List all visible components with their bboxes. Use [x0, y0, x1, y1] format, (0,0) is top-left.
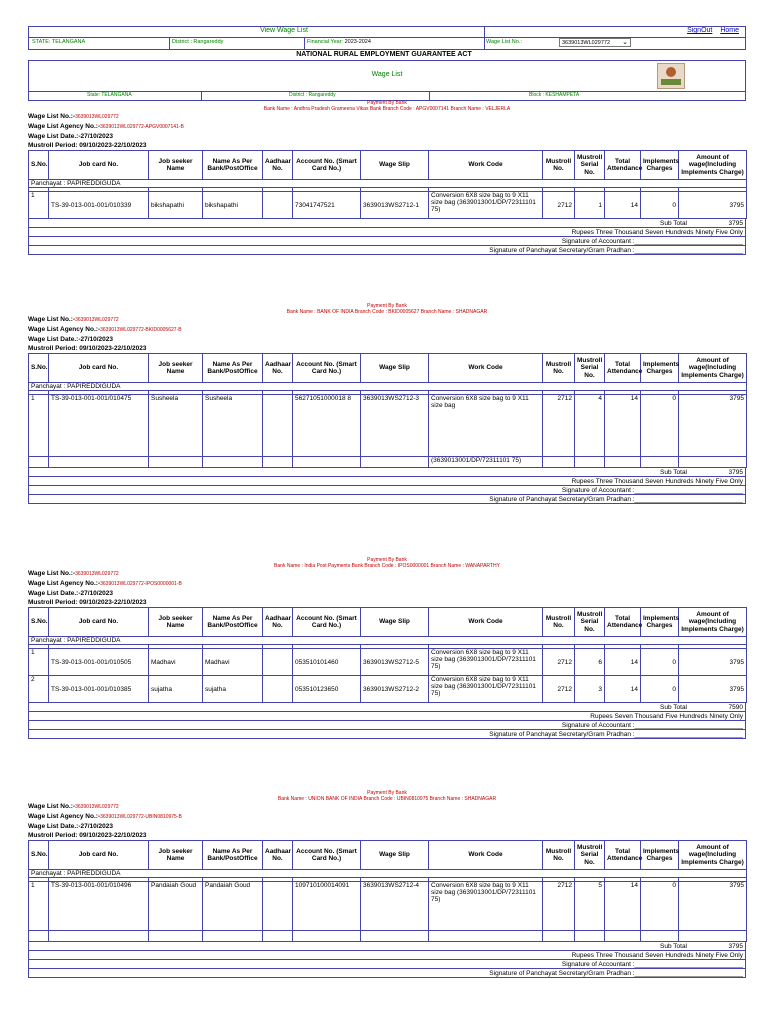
wl-agency-label: Wage List Agency No.:-	[28, 813, 101, 820]
subtotal-value: 3795	[728, 469, 743, 476]
payment-mode: Payment By Bank	[367, 557, 407, 563]
panchayat-signature: Signature of Panchayat Secretary/Gram Pradhan :______________________________	[28, 495, 746, 504]
column-header: Wage Slip	[361, 608, 429, 637]
column-header: Job seeker Name	[149, 841, 203, 870]
panchayat-name: Panchayat : PAPIREDDIGUDA	[29, 180, 747, 188]
column-header: Mustroll No.	[543, 151, 575, 180]
bank-account-name: bikshapathi	[203, 192, 263, 219]
payment-mode: Payment By Bank	[367, 303, 407, 309]
branch-code: APGV0007141	[415, 106, 450, 112]
continuation-cell	[605, 931, 641, 942]
continuation-row	[29, 457, 747, 468]
bank-name: India Post Payments Bank	[304, 563, 363, 569]
column-header: Mustroll No.	[543, 608, 575, 637]
mustroll-no: 2712	[543, 649, 575, 676]
branch-name-label: Branch Name :	[429, 563, 466, 569]
amount-in-words: Rupees Seven Thousand Five Hundreds Ninety Only	[28, 712, 746, 721]
mustroll-serial: 4	[575, 395, 605, 457]
signout-link[interactable]: SignOut	[687, 27, 713, 34]
total-attendance: 14	[605, 676, 641, 703]
location-block: Block : KESHAMPETA	[529, 92, 580, 98]
column-header: Mustroll Serial No.	[575, 841, 605, 870]
table-header-row	[29, 151, 747, 180]
wl-no-label: Wage List No.:-	[28, 803, 76, 810]
bank-info	[28, 303, 746, 315]
continuation-cell	[429, 931, 543, 942]
district-filter	[172, 39, 223, 45]
column-header: Implements Charges	[641, 608, 679, 637]
wage-list-meta	[28, 315, 746, 353]
view-wage-list-link[interactable]: View Wage List	[260, 27, 308, 34]
column-header: Total Attendance	[605, 608, 641, 637]
branch-name: WANAPARTHY	[465, 563, 500, 569]
mustroll-no: 2712	[543, 395, 575, 457]
column-header: Wage Slip	[361, 841, 429, 870]
wl-date: Wage List Date.:-27/10/2023	[28, 133, 114, 140]
state-filter	[32, 39, 85, 45]
sno: 1	[29, 192, 49, 219]
column-header: Account No. (Smart Card No.)	[293, 354, 361, 383]
wl-agency-value: 3639013WL029772-APGV0007141-B	[100, 124, 184, 130]
implements-charges: 0	[641, 395, 679, 457]
branch-code: IPOS0000001	[397, 563, 430, 569]
mustroll-no: 2712	[543, 676, 575, 703]
wage-amount: 3795	[679, 882, 747, 931]
implements-charges: 0	[641, 882, 679, 931]
bank-info	[28, 557, 746, 569]
wage-list-meta	[28, 569, 746, 607]
wage-slip: 3639013WS2712-2	[361, 676, 429, 703]
column-header: Account No. (Smart Card No.)	[293, 608, 361, 637]
bank-name: UNION BANK OF INDIA	[308, 796, 363, 802]
total-attendance: 14	[605, 649, 641, 676]
mustroll-no: 2712	[543, 882, 575, 931]
continuation-cell	[203, 931, 263, 942]
continuation-cell	[29, 457, 49, 468]
job-seeker-name: bikshapathi	[149, 192, 203, 219]
aadhaar-no	[263, 192, 293, 219]
subtotal-label: Sub Total	[660, 704, 687, 711]
continuation-cell	[575, 931, 605, 942]
top-bar-row1	[29, 27, 745, 38]
account-no: 109710100014091	[293, 882, 361, 931]
wl-agency-line	[28, 325, 746, 335]
subtotal-label: Sub Total	[660, 469, 687, 476]
wl-filter-label: Wage List No.:	[486, 39, 522, 45]
column-header: Amount of wage(Including Implements Charge)	[679, 151, 747, 180]
continuation-cell	[575, 457, 605, 468]
bank-name-label: Bank Name :	[274, 563, 305, 569]
amount-in-words: Rupees Three Thousand Seven Hundreds Ninety Five Only	[28, 477, 746, 486]
fy-filter	[307, 39, 371, 45]
continuation-cell	[263, 931, 293, 942]
column-header: Mustroll Serial No.	[575, 151, 605, 180]
wage-table	[28, 150, 747, 219]
panchayat-signature: Signature of Panchayat Secretary/Gram Pradhan :______________________________	[28, 730, 746, 739]
payment-mode: Payment By Bank	[367, 100, 407, 106]
table-header-row	[29, 608, 747, 637]
mustroll-no: 2712	[543, 192, 575, 219]
district-label: District :	[172, 39, 192, 45]
account-no: 73041747521	[293, 192, 361, 219]
divider	[304, 38, 305, 49]
continuation-cell	[293, 457, 361, 468]
branch-name-label: Branch Name :	[428, 796, 465, 802]
amount-in-words: Rupees Three Thousand Seven Hundreds Ninety Five Only	[28, 951, 746, 960]
subtotal-row	[28, 703, 746, 712]
wl-no-line	[28, 802, 746, 812]
total-attendance: 14	[605, 395, 641, 457]
table-row	[29, 395, 747, 457]
wage-list-meta	[28, 802, 746, 840]
work-code: Conversion 6X8 size bag to 9 X11 size bag (3639013001/DP/72311101 75)	[429, 192, 543, 219]
branch-name: SHADNAGAR	[455, 309, 488, 315]
continuation-cell	[543, 457, 575, 468]
job-seeker-name: Pandaiah Goud	[149, 882, 203, 931]
wl-no-value: 3639013WL029772	[75, 114, 119, 120]
column-header: Job seeker Name	[149, 354, 203, 383]
wage-table	[28, 607, 747, 703]
wage-table	[28, 840, 747, 942]
column-header: Job card No.	[49, 151, 149, 180]
top-links	[681, 27, 739, 34]
wl-no-label: Wage List No.:-	[28, 570, 76, 577]
chevron-down-icon: ⌄	[622, 39, 628, 46]
mustroll-period: Mustroll Period: 09/10/2023-22/10/2023	[28, 142, 147, 149]
mustroll-period: Mustroll Period: 09/10/2023-22/10/2023	[28, 345, 147, 352]
wl-date: Wage List Date.:-27/10/2023	[28, 590, 114, 597]
panchayat-row	[29, 870, 747, 878]
mustroll-period: Mustroll Period: 09/10/2023-22/10/2023	[28, 599, 147, 606]
subtotal-row	[28, 468, 746, 477]
bank-account-name: Susheela	[203, 395, 263, 457]
column-header: Amount of wage(Including Implements Charge)	[679, 608, 747, 637]
continuation-cell	[361, 931, 429, 942]
subtotal-row	[28, 219, 746, 228]
continuation-cell	[679, 457, 747, 468]
wage-list-meta	[28, 112, 746, 150]
payment-mode: Payment By Bank	[367, 790, 407, 796]
continuation-cell	[641, 457, 679, 468]
column-header: Mustroll Serial No.	[575, 608, 605, 637]
job-seeker-name: Madhavi	[149, 649, 203, 676]
column-header: Amount of wage(Including Implements Charge)	[679, 354, 747, 383]
bank-account-name: Pandaiah Goud	[203, 882, 263, 931]
amount-in-words: Rupees Three Thousand Seven Hundreds Ninety Five Only	[28, 228, 746, 237]
branch-name-label: Branch Name :	[419, 309, 456, 315]
column-header: Implements Charges	[641, 841, 679, 870]
wl-agency-value: 3639013WL029772-IPOS0000001-B	[100, 581, 182, 587]
column-header: Work Code	[429, 608, 543, 637]
continuation-cell	[679, 931, 747, 942]
wage-amount: 3795	[679, 192, 747, 219]
wage-list-block	[28, 303, 746, 504]
wl-agency-line	[28, 579, 746, 589]
job-card-no: TS-39-013-001-001/010475	[49, 395, 149, 457]
column-header: Name As Per Bank/PostOffice	[203, 608, 263, 637]
work-code: Conversion 6X8 size bag to 9 X11 size bag (3639013001/DP/72311101 75)	[429, 649, 543, 676]
table-header-row	[29, 841, 747, 870]
job-card-no: TS-39-013-001-001/010339	[49, 192, 149, 219]
column-header: S.No.	[29, 151, 49, 180]
branch-code-label: Branch Code :	[363, 563, 398, 569]
branch-name-label: Branch Name :	[449, 106, 486, 112]
continuation-cell	[29, 931, 49, 942]
panchayat-name: Panchayat : PAPIREDDIGUDA	[29, 870, 747, 878]
column-header: Job seeker Name	[149, 151, 203, 180]
divider	[484, 38, 485, 49]
continuation-row	[29, 931, 747, 942]
column-header: Work Code	[429, 354, 543, 383]
column-header: Wage Slip	[361, 354, 429, 383]
column-header: S.No.	[29, 841, 49, 870]
wage-list-block	[28, 100, 746, 255]
table-row	[29, 649, 747, 676]
job-card-no: TS-39-013-001-001/010505	[49, 649, 149, 676]
aadhaar-no	[263, 882, 293, 931]
mustroll-serial: 3	[575, 676, 605, 703]
bank-name: BANK OF INDIA	[317, 309, 354, 315]
wage-list-block	[28, 557, 746, 739]
wl-agency-line	[28, 812, 746, 822]
work-code: Conversion 6X8 size bag to 9 X11 size bag (3639013001/DP/72311101 75)	[429, 882, 543, 931]
bank-name-label: Bank Name :	[286, 309, 318, 315]
continuation-cell	[543, 931, 575, 942]
wl-no-value: 3639013WL029772	[75, 317, 119, 323]
column-header: Aadhaar No.	[263, 151, 293, 180]
wage-list-block	[28, 790, 746, 978]
wage-list-select-value: 3639013WL029772	[562, 40, 611, 46]
job-seeker-name: Susheela	[149, 395, 203, 457]
subtotal-row	[28, 942, 746, 951]
divider	[429, 92, 430, 100]
mustroll-serial: 6	[575, 649, 605, 676]
continuation-cell	[263, 457, 293, 468]
wage-slip: 3639013WS2712-4	[361, 882, 429, 931]
block-footer	[28, 468, 746, 504]
top-bar-row2	[29, 38, 745, 49]
bank-name: Andhra Pradesh Grameena Vikas Bank	[293, 106, 382, 112]
column-header: Amount of wage(Including Implements Charge)	[679, 841, 747, 870]
column-header: S.No.	[29, 608, 49, 637]
implements-charges: 0	[641, 676, 679, 703]
panchayat-name: Panchayat : PAPIREDDIGUDA	[29, 383, 747, 391]
column-header: Mustroll Serial No.	[575, 354, 605, 383]
implements-charges: 0	[641, 649, 679, 676]
total-attendance: 14	[605, 882, 641, 931]
continuation-cell: (3639013001/DP/72311101 75)	[429, 457, 543, 468]
branch-name: VELJERLA	[485, 106, 511, 112]
column-header: Name As Per Bank/PostOffice	[203, 841, 263, 870]
wage-list-header	[28, 60, 746, 92]
column-header: Job card No.	[49, 608, 149, 637]
wl-no-value: 3639013WL029772	[75, 571, 119, 577]
wl-no-label: Wage List No.:-	[28, 113, 76, 120]
wl-agency-line	[28, 122, 746, 132]
wage-slip: 3639013WS2712-5	[361, 649, 429, 676]
column-header: Implements Charges	[641, 151, 679, 180]
mustroll-serial: 1	[575, 192, 605, 219]
column-header: Aadhaar No.	[263, 841, 293, 870]
continuation-cell	[293, 931, 361, 942]
account-no: 053510123650	[293, 676, 361, 703]
continuation-cell	[149, 931, 203, 942]
wage-amount: 3795	[679, 395, 747, 457]
bank-name-label: Bank Name :	[263, 106, 294, 112]
continuation-cell	[605, 457, 641, 468]
column-header: Wage Slip	[361, 151, 429, 180]
subtotal-value: 3795	[728, 220, 743, 227]
column-header: Name As Per Bank/PostOffice	[203, 354, 263, 383]
column-header: Aadhaar No.	[263, 608, 293, 637]
panchayat-row	[29, 637, 747, 645]
bank-name-label: Bank Name :	[277, 796, 309, 802]
divider	[201, 92, 202, 100]
location-district: District : Rangareddy	[289, 92, 336, 98]
table-row	[29, 192, 747, 219]
wage-table	[28, 353, 747, 468]
wl-date: Wage List Date.:-27/10/2023	[28, 823, 114, 830]
accountant-signature: Signature of Accountant :______________________________	[28, 721, 746, 730]
wl-no-line	[28, 112, 746, 122]
work-code: Conversion 6X8 size bag to 9 X11 size bag	[429, 395, 543, 457]
panchayat-row	[29, 383, 747, 391]
fy-label: Financial Year:	[307, 39, 344, 45]
subtotal-value: 7590	[728, 704, 743, 711]
mustroll-period: Mustroll Period: 09/10/2023-22/10/2023	[28, 832, 147, 839]
column-header: Job card No.	[49, 841, 149, 870]
continuation-cell	[49, 931, 149, 942]
column-header: Work Code	[429, 151, 543, 180]
branch-code: UBIN0810975	[396, 796, 429, 802]
account-no: 56271051000018 8	[293, 395, 361, 457]
continuation-cell	[49, 457, 149, 468]
total-attendance: 14	[605, 192, 641, 219]
mustroll-serial: 5	[575, 882, 605, 931]
column-header: Name As Per Bank/PostOffice	[203, 151, 263, 180]
panchayat-name: Panchayat : PAPIREDDIGUDA	[29, 637, 747, 645]
wage-slip: 3639013WS2712-3	[361, 395, 429, 457]
wage-slip: 3639013WS2712-1	[361, 192, 429, 219]
sno: 1	[29, 649, 49, 676]
wl-agency-value: 3639013WL029772-UBIN0810975-B	[100, 814, 182, 820]
state-value: TELANGANA	[51, 39, 86, 45]
job-card-no: TS-39-013-001-001/010385	[49, 676, 149, 703]
column-header: Account No. (Smart Card No.)	[293, 151, 361, 180]
branch-code-label: Branch Code :	[362, 796, 397, 802]
continuation-cell	[203, 457, 263, 468]
wl-agency-value: 3639013WL029772-BKID0005627-B	[100, 327, 182, 333]
column-header: Work Code	[429, 841, 543, 870]
branch-code-label: Branch Code :	[353, 309, 389, 315]
aadhaar-no	[263, 676, 293, 703]
fy-value: 2023-2024	[344, 39, 371, 45]
branch-code: BKID0005627	[388, 309, 420, 315]
column-header: Implements Charges	[641, 354, 679, 383]
bank-info	[28, 100, 746, 112]
branch-code-label: Branch Code :	[381, 106, 416, 112]
wl-no-label: Wage List No.:-	[28, 316, 76, 323]
column-header: Total Attendance	[605, 841, 641, 870]
aadhaar-no	[263, 649, 293, 676]
aadhaar-no	[263, 395, 293, 457]
column-header: Account No. (Smart Card No.)	[293, 841, 361, 870]
divider	[484, 27, 485, 37]
column-header: Job card No.	[49, 354, 149, 383]
column-header: Mustroll No.	[543, 354, 575, 383]
panchayat-signature: Signature of Panchayat Secretary/Gram Pradhan :______________________________	[28, 969, 746, 978]
bank-account-name: sujatha	[203, 676, 263, 703]
divider	[169, 38, 170, 49]
table-header-row	[29, 354, 747, 383]
block-footer	[28, 219, 746, 255]
wage-amount: 3795	[679, 649, 747, 676]
branch-name: SHADNAGAR	[464, 796, 497, 802]
logo-icon	[657, 63, 685, 89]
home-link[interactable]: Home	[720, 27, 739, 34]
bank-info	[28, 790, 746, 802]
subtotal-label: Sub Total	[660, 220, 687, 227]
subtotal-value: 3795	[728, 943, 743, 950]
sno: 1	[29, 395, 49, 457]
sno: 2	[29, 676, 49, 703]
panchayat-signature: Signature of Panchayat Secretary/Gram Pradhan :______________________________	[28, 246, 746, 255]
wl-agency-label: Wage List Agency No.:-	[28, 326, 101, 333]
panchayat-row	[29, 180, 747, 188]
continuation-cell	[641, 931, 679, 942]
bank-account-name: Madhavi	[203, 649, 263, 676]
column-header: Mustroll No.	[543, 841, 575, 870]
block-footer	[28, 942, 746, 978]
column-header: Job seeker Name	[149, 608, 203, 637]
wage-amount: 3795	[679, 676, 747, 703]
column-header: Total Attendance	[605, 151, 641, 180]
continuation-cell	[361, 457, 429, 468]
wl-no-value: 3639013WL029772	[75, 804, 119, 810]
wl-date: Wage List Date.:-27/10/2023	[28, 336, 114, 343]
subtotal-label: Sub Total	[660, 943, 687, 950]
location-state: State: TELANGANA	[87, 92, 132, 98]
wl-agency-label: Wage List Agency No.:-	[28, 580, 101, 587]
wl-no-line	[28, 315, 746, 325]
sno: 1	[29, 882, 49, 931]
column-header: Total Attendance	[605, 354, 641, 383]
accountant-signature: Signature of Accountant :______________________________	[28, 486, 746, 495]
job-seeker-name: sujatha	[149, 676, 203, 703]
table-row	[29, 882, 747, 931]
job-card-no: TS-39-013-001-001/010496	[49, 882, 149, 931]
wl-agency-label: Wage List Agency No.:-	[28, 123, 101, 130]
accountant-signature: Signature of Accountant :______________________________	[28, 237, 746, 246]
account-no: 053510101460	[293, 649, 361, 676]
column-header: S.No.	[29, 354, 49, 383]
accountant-signature: Signature of Accountant :______________________________	[28, 960, 746, 969]
continuation-cell	[149, 457, 203, 468]
table-row	[29, 676, 747, 703]
state-label: STATE:	[32, 39, 51, 45]
implements-charges: 0	[641, 192, 679, 219]
wage-list-title: Wage List	[371, 71, 403, 78]
wl-no-line	[28, 569, 746, 579]
block-footer	[28, 703, 746, 739]
top-bar	[28, 26, 746, 50]
column-header: Aadhaar No.	[263, 354, 293, 383]
district-value: Rangareddy	[193, 39, 224, 45]
wage-list-select[interactable]	[559, 38, 631, 47]
act-title: NATIONAL RURAL EMPLOYMENT GUARANTEE ACT	[296, 51, 472, 58]
work-code: Conversion 6X8 size bag to 9 X11 size bag (3639013001/DP/72311101 75)	[429, 676, 543, 703]
